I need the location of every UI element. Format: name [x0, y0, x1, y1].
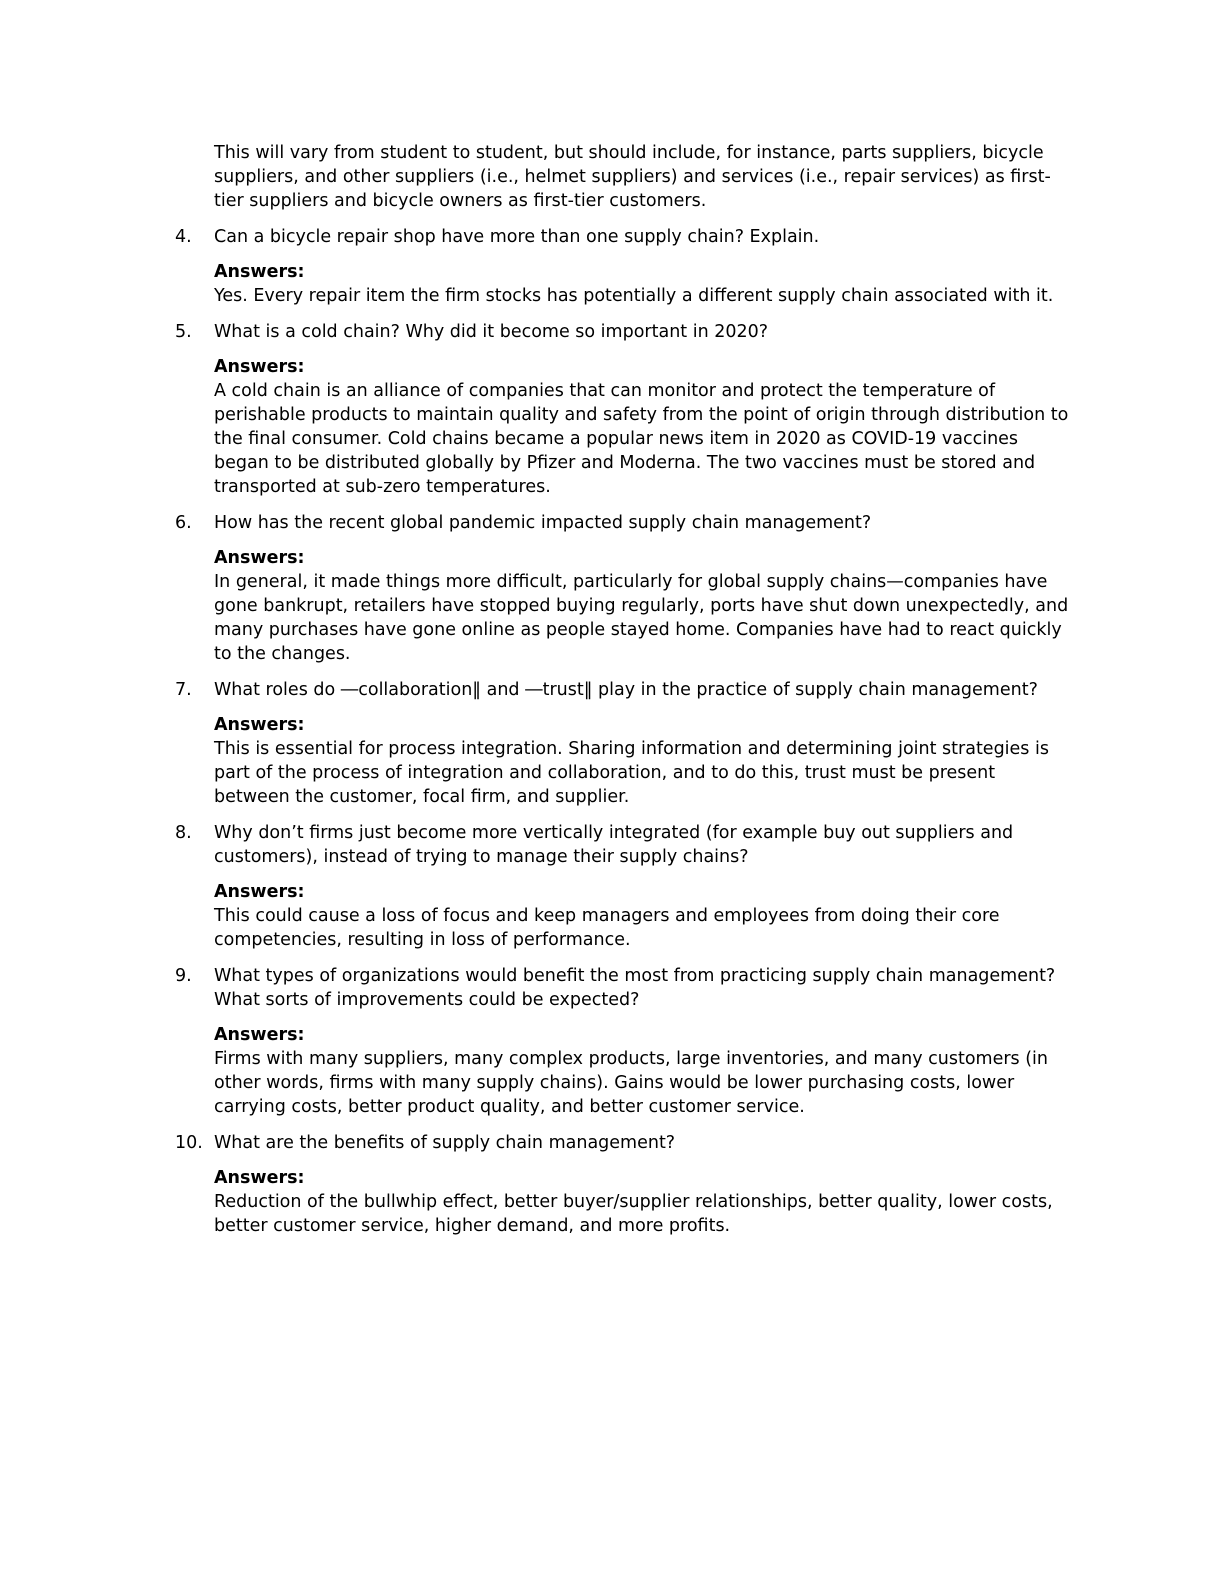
- question-number: 8.: [175, 823, 192, 843]
- question-text: What are the benefits of supply chain management?: [214, 1133, 676, 1153]
- question-number: 5.: [175, 322, 192, 342]
- intro-answer-text: This will vary from student to student, but should include, for instance, parts suppliers, bicycle suppliers, and other suppliers (i.e., helmet suppliers) and services (i.e., repair services) as first-tier suppliers and bicycle owners as first-tier customers.: [214, 143, 1051, 211]
- question-text: Why don’t firms just become more vertically integrated (for example buy out suppliers and customers), instead of trying to manage their supply chains?: [214, 823, 1014, 867]
- answer-text: Reduction of the bullwhip effect, better buyer/supplier relationships, better quality, lower costs, better customer service, higher demand, and more profits.: [214, 1192, 1053, 1236]
- answer-text: This is essential for process integration. Sharing information and determining joint strategies is part of the process of integration and collaboration, and to do this, trust must be present between the customer, focal firm, and supplier.: [214, 739, 1049, 807]
- question-item-4: [175, 225, 1070, 308]
- question-item-10: [175, 1131, 1070, 1238]
- answers-label: Answers:: [214, 715, 305, 735]
- question-item-8: [175, 821, 1070, 952]
- question-number: 10.: [175, 1133, 203, 1153]
- answers-label: Answers:: [214, 1168, 305, 1188]
- answer-text: Firms with many suppliers, many complex products, large inventories, and many customers (in other words, firms with many supply chains). Gains would be lower purchasing costs, lower carrying costs, better product quality, and better customer service.: [214, 1049, 1049, 1117]
- question-text: How has the recent global pandemic impacted supply chain management?: [214, 513, 872, 533]
- answer-text: In general, it made things more difficult, particularly for global supply chains—companies have gone bankrupt, retailers have stopped buying regularly, ports have shut down unexpectedly, and many purchases have gone online as people stayed home. Companies have had to react quickly to the changes.: [214, 572, 1069, 664]
- question-number: 7.: [175, 680, 192, 700]
- question-item-9: [175, 964, 1070, 1119]
- answers-label: Answers:: [214, 262, 305, 282]
- question-item-7: [175, 678, 1070, 809]
- answer-text: A cold chain is an alliance of companies that can monitor and protect the temperature of perishable products to maintain quality and safety from the point of origin through distribution to the final consumer. Cold chains became a popular news item in 2020 as COVID-19 vaccines began to be distributed globally by Pfizer and Moderna. The two vaccines must be stored and transported at sub-zero temperatures.: [214, 381, 1069, 497]
- question-number: 9.: [175, 966, 192, 986]
- question-item-5: [175, 320, 1070, 499]
- answer-text: This could cause a loss of focus and keep managers and employees from doing their core competencies, resulting in loss of performance.: [214, 906, 1000, 950]
- question-text: Can a bicycle repair shop have more than one supply chain? Explain.: [214, 227, 820, 247]
- question-text: What roles do ―collaboration‖ and ―trust‖ play in the practice of supply chain management?: [214, 680, 1038, 700]
- answers-label: Answers:: [214, 882, 305, 902]
- answer-text: Yes. Every repair item the firm stocks has potentially a different supply chain associated with it.: [214, 286, 1054, 306]
- question-number: 4.: [175, 227, 192, 247]
- question-item-6: [175, 511, 1070, 666]
- answers-label: Answers:: [214, 1025, 305, 1045]
- answers-label: Answers:: [214, 548, 305, 568]
- question-text: What types of organizations would benefit the most from practicing supply chain management? What sorts of improvements could be expected?: [214, 966, 1056, 1010]
- page-content: [175, 141, 1070, 1250]
- answers-label: Answers:: [214, 357, 305, 377]
- question-number: 6.: [175, 513, 192, 533]
- question-text: What is a cold chain? Why did it become so important in 2020?: [214, 322, 769, 342]
